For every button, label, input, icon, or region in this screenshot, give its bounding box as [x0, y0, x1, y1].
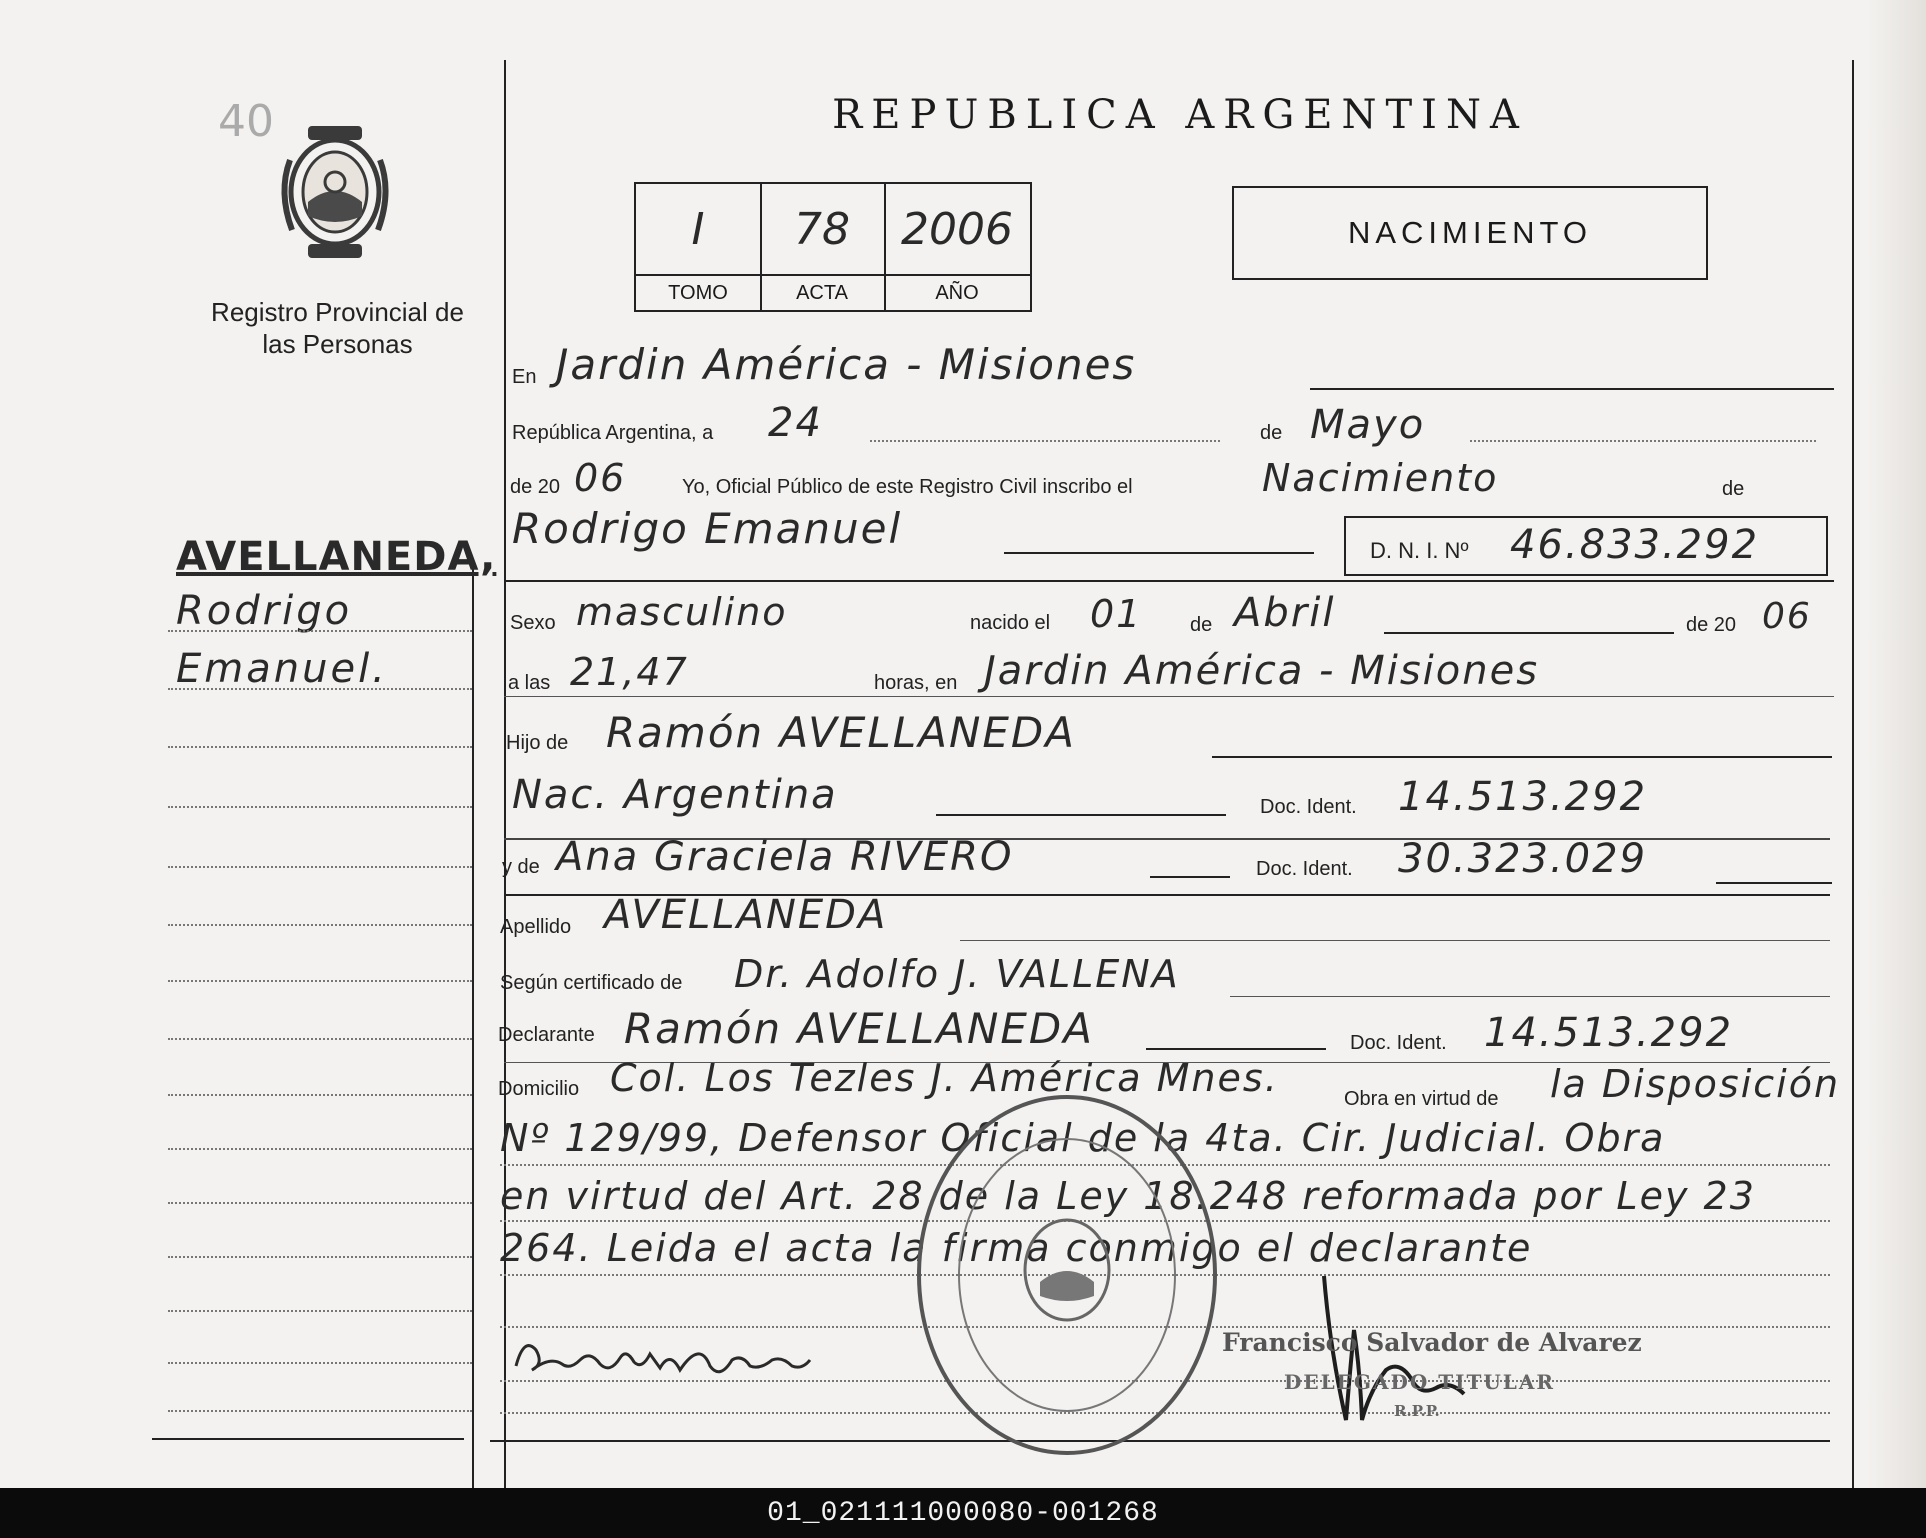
page-edge-shadow: [1866, 0, 1926, 1488]
acta-value: 78: [794, 204, 850, 255]
line-nacido: [1384, 632, 1674, 634]
field-obs-3: 264. Leida el acta la firma conmigo el declarante: [500, 1226, 1533, 1270]
line-apellido: [960, 940, 1830, 941]
field-padre-doc: 14.513.292: [1398, 774, 1648, 820]
margin-line-5: [168, 866, 472, 868]
label-y-de: y de: [502, 856, 540, 878]
margin-line-2: [168, 688, 472, 690]
margin-line-4: [168, 806, 472, 808]
label-apellido: Apellido: [500, 916, 572, 938]
left-column-divider-outer: [472, 560, 474, 1488]
label-de-end: de: [1722, 478, 1745, 500]
provincial-seal-icon: [270, 120, 400, 265]
label-hijo-de: Hijo de: [506, 732, 569, 754]
margin-line-bottom: [152, 1438, 464, 1440]
declarant-signature: [510, 1320, 890, 1400]
label-oficial: Yo, Oficial Público de este Registro Civil inscribo el: [682, 476, 1133, 498]
margin-line-14: [168, 1362, 472, 1364]
field-sexo: masculino: [576, 590, 788, 634]
acta-cell: [760, 184, 886, 310]
field-lugar: Jardin América - Misiones: [556, 340, 1137, 389]
field-certificado: Dr. Adolfo J. VALLENA: [734, 952, 1180, 996]
field-hora: 21,47: [570, 650, 689, 694]
dni-box: [1344, 516, 1828, 576]
margin-line-15: [168, 1410, 472, 1412]
line-nacionalidad: [936, 814, 1226, 816]
field-padre: Ramón AVELLANEDA: [606, 708, 1076, 757]
field-dni: 46.833.292: [1510, 522, 1760, 568]
field-lugar-nacimiento: Jardin América - Misiones: [984, 648, 1540, 694]
line-padre: [1212, 756, 1832, 758]
margin-line-12: [168, 1256, 472, 1258]
field-mes: Mayo: [1310, 402, 1426, 448]
field-nombre: Rodrigo Emanuel: [512, 504, 903, 553]
label-de-mes-2: de: [1190, 614, 1213, 636]
official-title: DELEGADO TITULAR: [1284, 1370, 1555, 1394]
label-doc-ident-1: Doc. Ident.: [1260, 796, 1357, 818]
margin-line-10: [168, 1148, 472, 1150]
line-madre-doc: [1716, 882, 1832, 884]
field-anio: 06: [574, 456, 627, 500]
field-nacido-mes: Abril: [1234, 590, 1336, 636]
tomo-label: TOMO: [636, 274, 760, 312]
label-sexo: Sexo: [510, 612, 556, 634]
margin-line-7: [168, 980, 472, 982]
page-number: 40: [218, 96, 274, 147]
label-de-mes: de: [1260, 422, 1283, 444]
margin-line-11: [168, 1202, 472, 1204]
official-sub: R.P.P.: [1394, 1402, 1440, 1420]
margin-line-13: [168, 1310, 472, 1312]
line-nombre: [1004, 552, 1314, 554]
dots-mes: [1470, 440, 1816, 442]
registry-name: Registro Provincial de las Personas: [211, 297, 464, 359]
anio-cell: [884, 184, 1030, 310]
margin-line-3: [168, 746, 472, 748]
line-certificado: [1230, 996, 1830, 997]
acta-label: ACTA: [760, 274, 884, 312]
line-after-nombre: [504, 580, 1834, 582]
field-apellido: AVELLANEDA: [604, 892, 888, 938]
page-title: REPUBLICA ARGENTINA: [832, 92, 1528, 138]
line-a-las: [504, 696, 1834, 697]
line-declarante: [1146, 1048, 1326, 1050]
label-de-20: de 20: [510, 476, 561, 498]
margin-line-6: [168, 924, 472, 926]
label-nacido: nacido el: [970, 612, 1051, 634]
label-dni: D. N. I. Nº: [1370, 538, 1469, 563]
margin-given-1: Rodrigo: [176, 588, 353, 634]
line-en: [1310, 388, 1834, 390]
tomo-value: I: [691, 204, 705, 255]
right-border: [1852, 60, 1854, 1488]
field-declarante-doc: 14.513.292: [1484, 1010, 1734, 1056]
field-madre: Ana Graciela RIVERO: [556, 834, 1014, 880]
field-nacido-anio: 06: [1762, 596, 1812, 637]
label-a-las: a las: [508, 672, 551, 694]
margin-given-2: Emanuel.: [176, 646, 388, 692]
margin-line-9: [168, 1094, 472, 1096]
margin-line-1: [168, 630, 472, 632]
margin-surname: AVELLANEDA,: [176, 534, 497, 580]
line-madre: [1150, 876, 1230, 878]
field-obs-1: Nº 129/99, Defensor Oficial de la 4ta. Cir. Judicial. Obra: [500, 1116, 1666, 1160]
field-obra: la Disposición: [1550, 1062, 1841, 1106]
barcode-text: 01_021111000080-001268: [0, 1488, 1926, 1538]
anio-label: AÑO: [884, 274, 1030, 312]
field-obs-2: en virtud del Art. 28 de la Ley 18.248 reformada por Ley 23: [500, 1174, 1756, 1218]
record-number-box: [634, 182, 1032, 312]
field-acto: Nacimiento: [1262, 456, 1499, 500]
label-doc-ident-2: Doc. Ident.: [1256, 858, 1353, 880]
margin-line-8: [168, 1038, 472, 1040]
official-name: Francisco Salvador de Alvarez: [1222, 1328, 1642, 1357]
field-nacionalidad: Nac. Argentina: [512, 772, 838, 818]
field-nacido-dia: 01: [1090, 592, 1143, 636]
label-doc-ident-3: Doc. Ident.: [1350, 1032, 1447, 1054]
official-stamp: [912, 1090, 1222, 1460]
dots-dia: [870, 440, 1220, 442]
field-declarante: Ramón AVELLANEDA: [624, 1004, 1094, 1053]
label-segun: Según certificado de: [500, 972, 683, 994]
field-madre-doc: 30.323.029: [1398, 836, 1648, 882]
anio-value: 2006: [901, 204, 1013, 255]
tomo-cell: [636, 184, 762, 310]
label-domicilio: Domicilio: [498, 1078, 580, 1100]
label-republica: República Argentina, a: [512, 422, 714, 444]
document-type-box: NACIMIENTO: [1232, 186, 1708, 280]
field-dia: 24: [768, 400, 823, 446]
label-declarante: Declarante: [498, 1024, 595, 1046]
label-horas-en: horas, en: [874, 672, 958, 694]
label-obra: Obra en virtud de: [1344, 1088, 1499, 1110]
label-de-20-b: de 20: [1686, 614, 1737, 636]
field-domicilio: Col. Los Tezles J. América Mnes.: [610, 1056, 1279, 1100]
label-en: En: [512, 366, 537, 388]
